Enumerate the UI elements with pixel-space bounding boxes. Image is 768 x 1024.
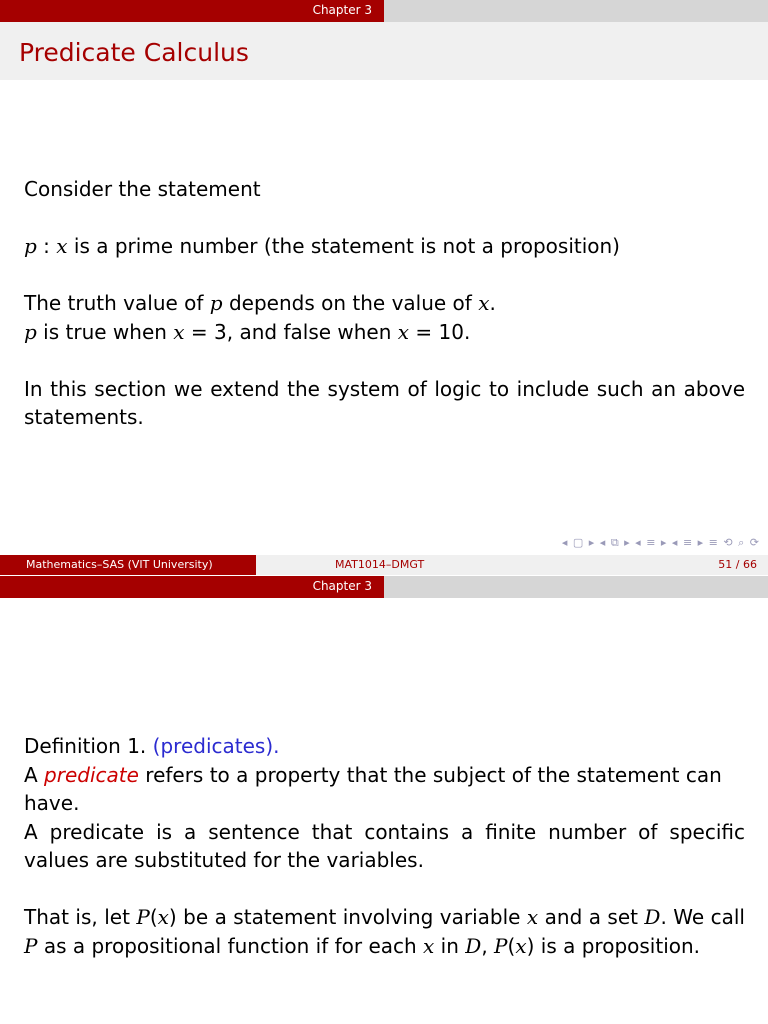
slide-title: Predicate Calculus bbox=[19, 38, 249, 67]
predicate-term: predicate bbox=[44, 762, 139, 787]
footer-left: Mathematics–SAS (VIT University) bbox=[0, 555, 256, 575]
predicate-definition-line: A predicate refers to a property that the subject of the statement can have. bbox=[24, 762, 722, 815]
top-bar-right bbox=[384, 0, 768, 22]
top-bar-left bbox=[0, 576, 384, 598]
predicate-sentence-paragraph: A predicate is a sentence that contains a finite number of specific values are substituted for the variables. bbox=[24, 819, 745, 872]
footer-right bbox=[512, 555, 768, 575]
beamer-navigation-icons[interactable]: ◂ ▢ ▸ ◂ ⧉ ▸ ◂ ≡ ▸ ◂ ≡ ▸ ≡ ⟲ ⌕ ⟳ bbox=[561, 536, 760, 549]
consider-line: Consider the statement bbox=[24, 177, 261, 201]
slide-body bbox=[24, 175, 745, 432]
section-paragraph: In this section we extend the system of logic to include such an above statements. bbox=[24, 376, 745, 429]
slide-body bbox=[24, 732, 745, 960]
page-number: 51 / 66 bbox=[718, 558, 757, 571]
top-bar bbox=[0, 576, 768, 598]
statement-p-line: p : x is a prime number (the statement is not a proposition) bbox=[24, 234, 620, 258]
footer-bar bbox=[0, 555, 768, 575]
chapter-label: Chapter 3 bbox=[312, 3, 372, 17]
top-bar bbox=[0, 0, 768, 22]
top-bar-left bbox=[0, 0, 384, 22]
frame-title-bar bbox=[0, 22, 768, 80]
definition-heading: Definition 1. (predicates). bbox=[24, 734, 280, 758]
true-when-line: p is true when x = 3, and false when x = 10. bbox=[24, 319, 471, 344]
definition-term: (predicates). bbox=[152, 734, 280, 758]
footer-center: MAT1014–DMGT bbox=[256, 555, 512, 575]
chapter-label: Chapter 3 bbox=[312, 579, 372, 593]
slide-52 bbox=[0, 576, 768, 1024]
truth-value-line: The truth value of p depends on the value of x. bbox=[24, 291, 496, 315]
propositional-function-paragraph: That is, let P(x) be a statement involving variable x and a set D. We call P as a propositional function if for each x in D, P(x) is a proposition. bbox=[24, 905, 745, 958]
top-bar-right bbox=[384, 576, 768, 598]
